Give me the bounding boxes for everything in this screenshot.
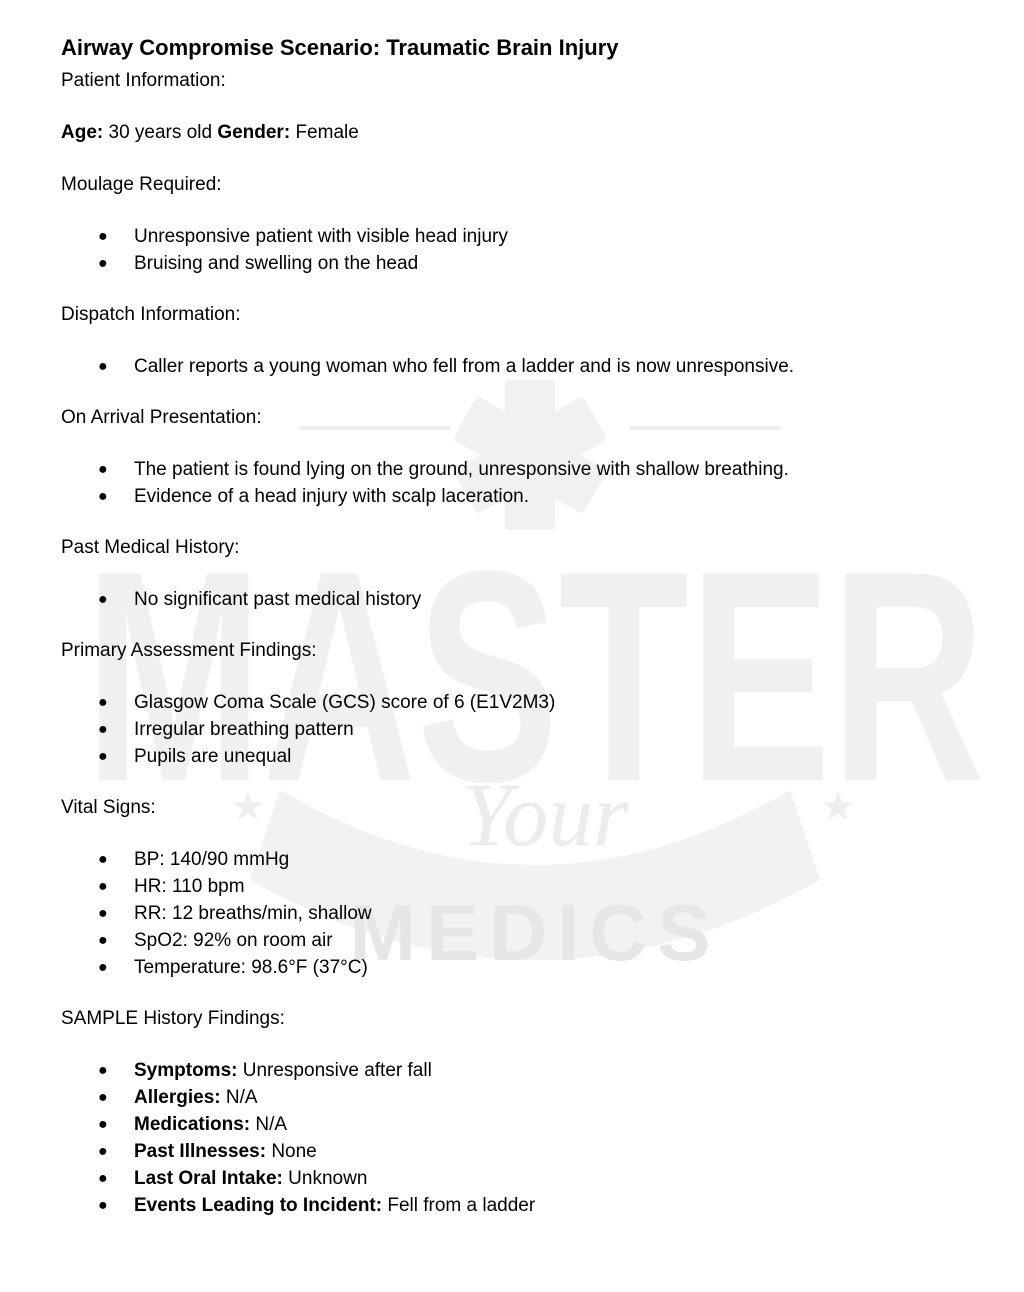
list-item [61,1084,961,1111]
list-item [61,586,961,613]
list-item [61,250,961,277]
bullet-icon: ● [98,721,108,738]
list-item [61,846,961,873]
document [61,33,961,1243]
item-value: Unknown [288,1168,368,1189]
list-item [61,927,961,954]
bullet-icon: ● [98,255,108,272]
item-label: Symptoms: [134,1060,238,1081]
list-item-text: Unresponsive patient with visible head injury [134,226,508,247]
list-item [61,223,961,250]
bullet-icon: ● [98,932,108,949]
bullet-icon: ● [98,694,108,711]
vital-signs-list [61,846,961,981]
bullet-icon: ● [98,1197,108,1214]
bullet-icon: ● [98,878,108,895]
list-item-text: RR: 12 breaths/min, shallow [134,903,372,924]
list-item-text: Temperature: 98.6°F (37°C) [134,957,368,978]
dispatch-heading: Dispatch Information: [61,304,241,325]
list-item-text: Glasgow Coma Scale (GCS) score of 6 (E1V2M3) [134,692,556,713]
dispatch-list [61,353,961,380]
list-item [61,1111,961,1138]
past-medical-list [61,586,961,613]
gender-value: Female [295,122,359,143]
list-item-text: Pupils are unequal [134,746,292,767]
bullet-icon: ● [98,959,108,976]
list-item [61,353,961,380]
arrival-heading: On Arrival Presentation: [61,407,262,428]
moulage-heading: Moulage Required: [61,174,222,195]
patient-demographics [61,119,961,146]
past-medical-heading: Past Medical History: [61,537,240,558]
bullet-icon: ● [98,591,108,608]
list-item [61,900,961,927]
age-value: 30 years old [108,122,213,143]
list-item [61,954,961,981]
vital-signs-heading: Vital Signs: [61,797,156,818]
bullet-icon: ● [98,905,108,922]
list-item-text: Caller reports a young woman who fell from a ladder and is now unresponsive. [134,356,795,377]
moulage-list [61,223,961,277]
primary-assessment-list [61,689,961,770]
gender-label: Gender: [217,122,291,143]
item-label: Medications: [134,1114,251,1135]
star-icon: ★ [820,785,856,829]
bullet-icon: ● [98,1143,108,1160]
watermark-word: MASTER [85,508,986,844]
bullet-icon: ● [98,851,108,868]
list-item [61,873,961,900]
bullet-icon: ● [98,1116,108,1133]
item-value: Unresponsive after fall [242,1060,432,1081]
list-item [61,1057,961,1084]
bullet-icon: ● [98,461,108,478]
list-item-text: BP: 140/90 mmHg [134,849,290,870]
item-value: N/A [225,1087,258,1108]
bullet-icon: ● [98,1170,108,1187]
watermark-banner: MEDICS [349,888,721,977]
item-label: Allergies: [134,1087,221,1108]
list-item-text: Evidence of a head injury with scalp laceration. [134,486,530,507]
bullet-icon: ● [98,748,108,765]
item-label: Events Leading to Incident: [134,1195,383,1216]
star-icon: ★ [230,785,266,829]
age-label: Age: [61,122,104,143]
list-item [61,1165,961,1192]
sample-history-list [61,1057,961,1219]
list-item [61,689,961,716]
list-item-text: Bruising and swelling on the head [134,253,419,274]
item-value: N/A [255,1114,288,1135]
bullet-icon: ● [98,358,108,375]
list-item [61,456,961,483]
bullet-icon: ● [98,228,108,245]
sample-history-heading: SAMPLE History Findings: [61,1008,285,1029]
arrival-list [61,456,961,510]
patient-info-heading: Patient Information: [61,70,226,91]
document-title: Airway Compromise Scenario: Traumatic Brain Injury [61,35,619,60]
item-label: Last Oral Intake: [134,1168,283,1189]
list-item [61,743,961,770]
list-item-text: SpO2: 92% on room air [134,930,333,951]
list-item-text: HR: 110 bpm [134,876,245,897]
list-item-text: Irregular breathing pattern [134,719,354,740]
list-item-text: The patient is found lying on the ground, unresponsive with shallow breathing. [134,459,789,480]
bullet-icon: ● [98,488,108,505]
item-value: None [271,1141,317,1162]
list-item [61,716,961,743]
list-item [61,1192,961,1219]
list-item [61,483,961,510]
item-value: Fell from a ladder [387,1195,536,1216]
bullet-icon: ● [98,1089,108,1106]
list-item-text: No significant past medical history [134,589,422,610]
item-label: Past Illnesses: [134,1141,267,1162]
list-item [61,1138,961,1165]
bullet-icon: ● [98,1062,108,1079]
watermark-script: Your [461,766,629,865]
primary-assessment-heading: Primary Assessment Findings: [61,640,317,661]
